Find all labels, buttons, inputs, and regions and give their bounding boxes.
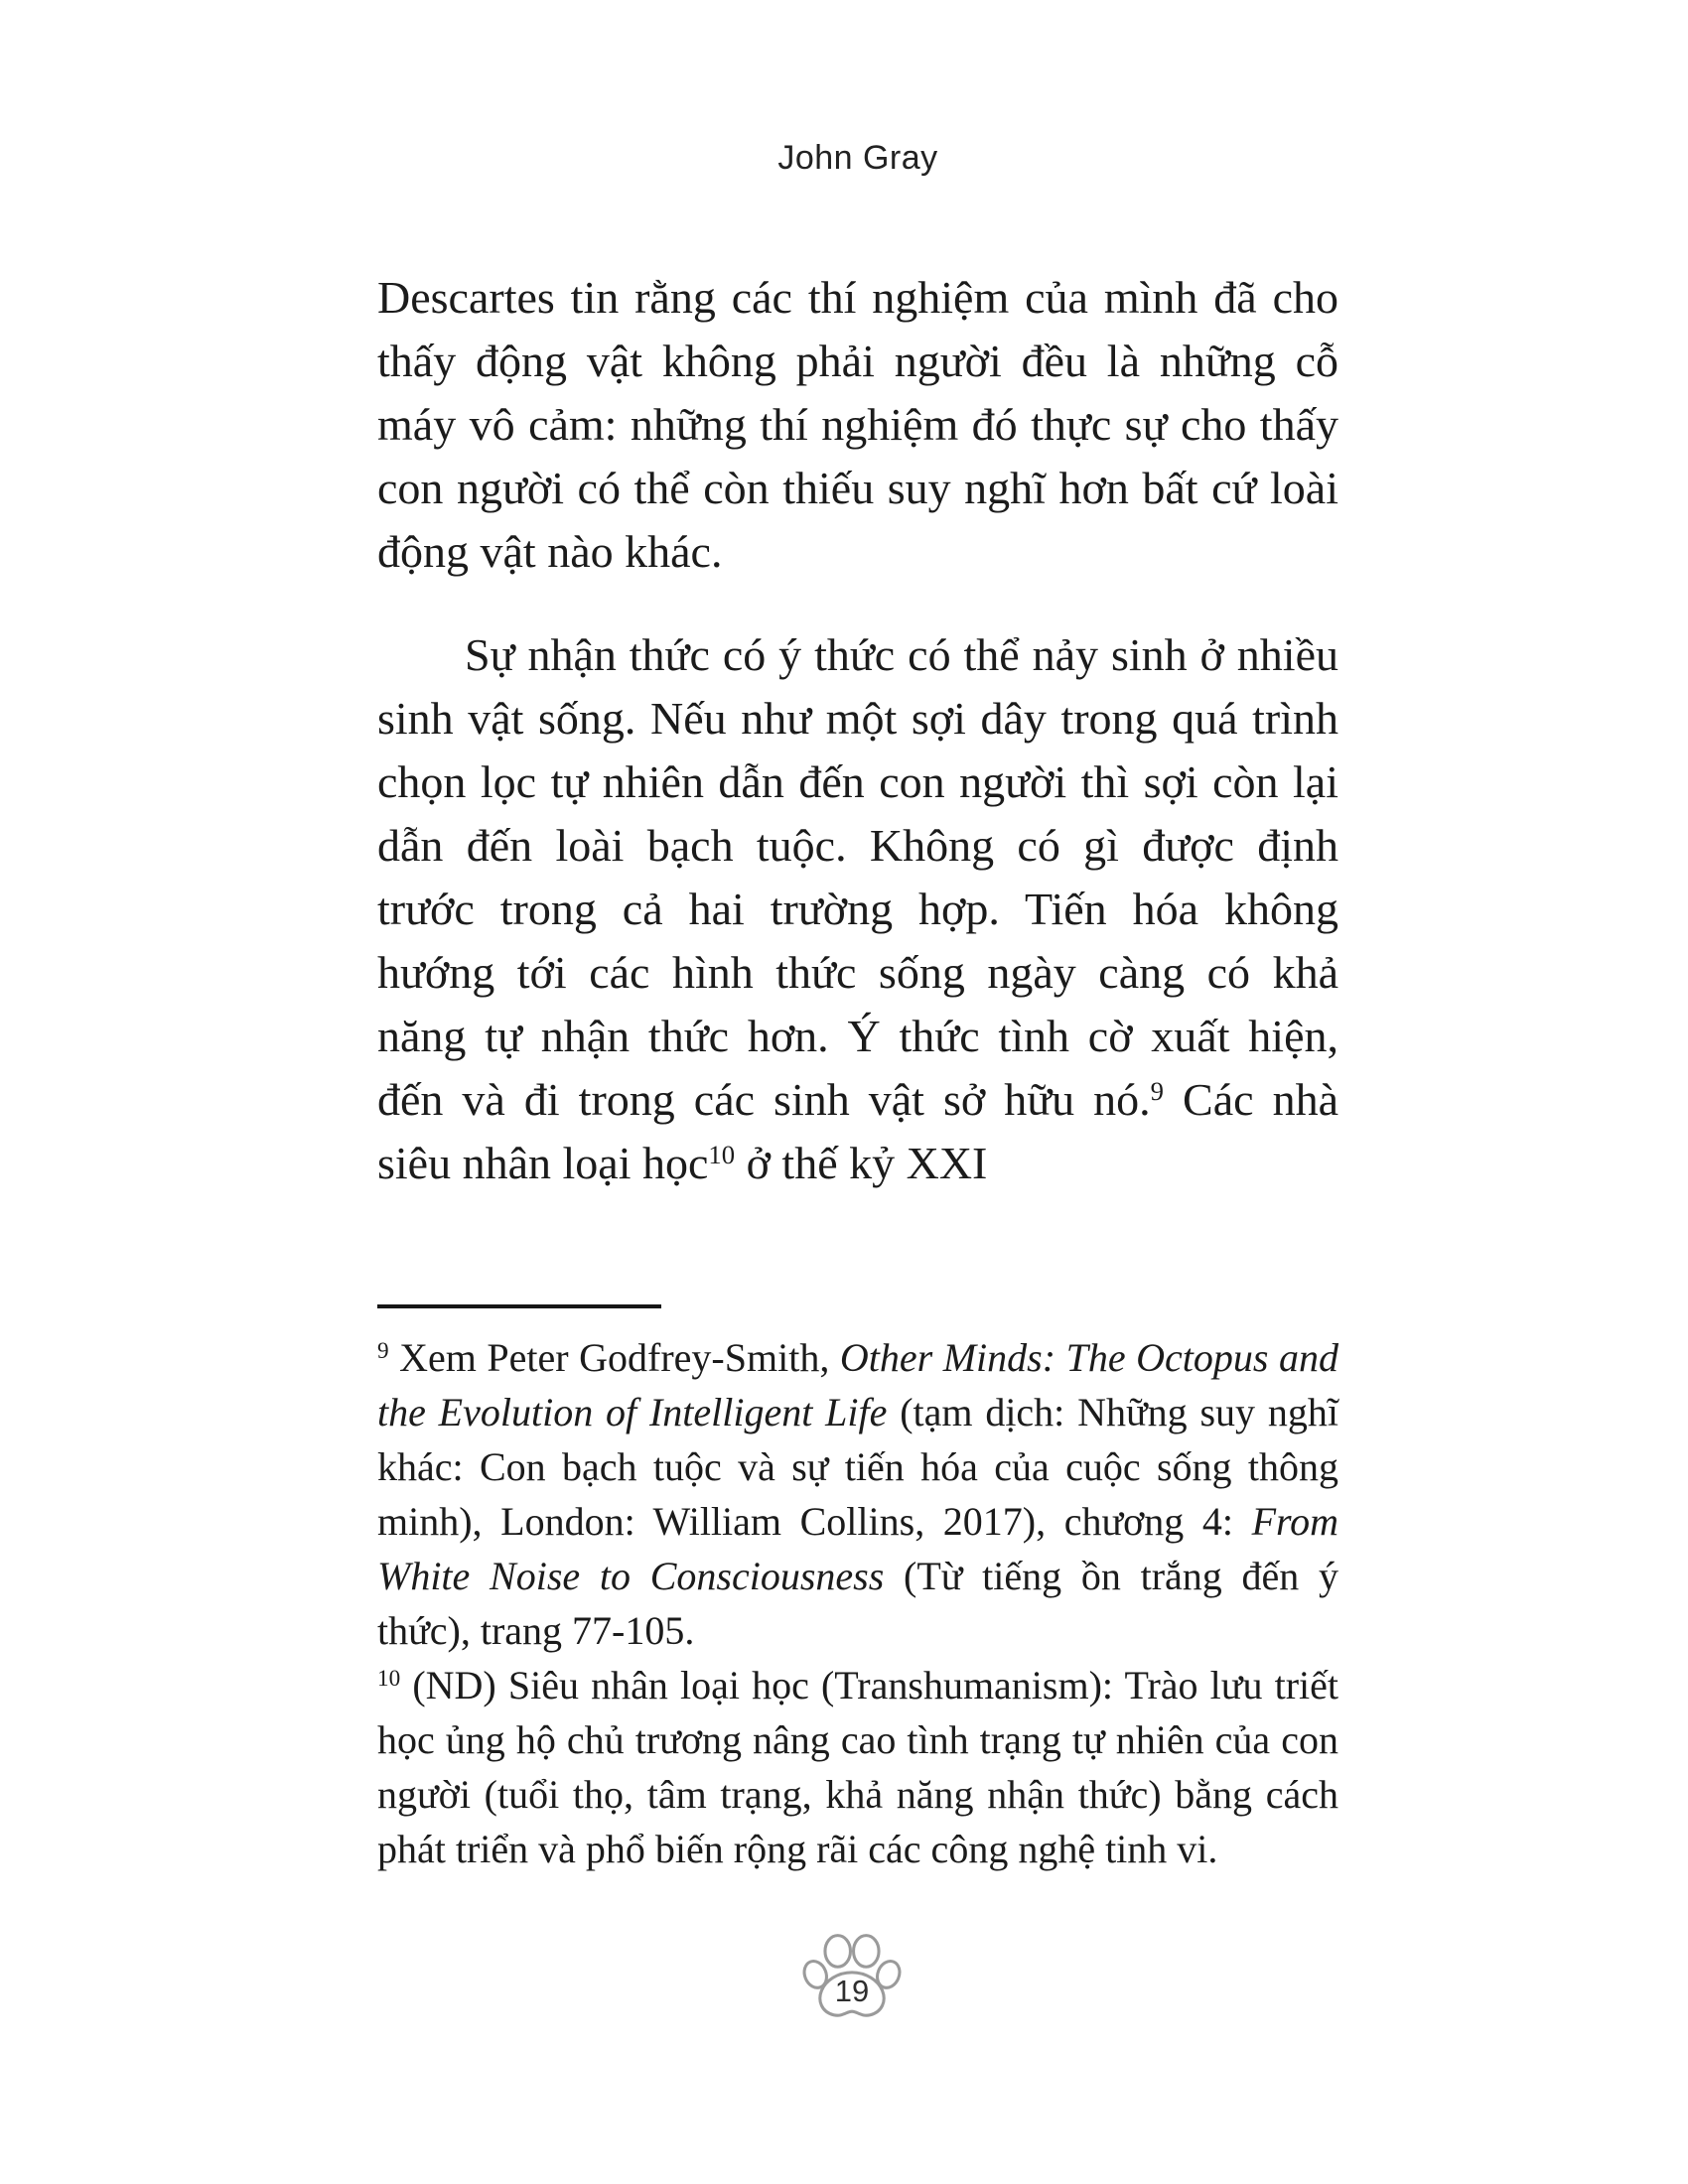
paragraph-2: Sự nhận thức có ý thức có thể nảy sinh ở nhiều sinh vật sống. Nếu như một sợi dây trong quá trình chọn lọc tự nhiên dẫn đến con người thì sợi còn lại dẫn đến loài bạch tuộc. Không có gì được định trước trong cả hai trường hợp. Tiến hóa không hướng tới các hình thức sống ngày càng có khả năng tự nhận thức hơn. Ý thức tình cờ xuất hiện, đến và đi trong các sinh vật sở hữu nó.$^9$ Các nhà siêu nhân loại học$^{10}$ ở thế kỷ XXI [377,629,1338,1188]
body-text [377,266,1338,1195]
footnote-10: $^{10}$ (ND) Siêu nhân loại học (Transhumanism): Trào lưu triết học ủng hộ chủ trương nâng cao tình trạng tự nhiên của con người (tuổi thọ, tâm trạng, khả năng nhận thức) bằng cách phát triển và phổ biến rộng rãi các công nghệ tinh vi. [377,1663,1338,1871]
paragraph-1: Descartes tin rằng các thí nghiệm của mình đã cho thấy động vật không phải người đều là những cỗ máy vô cảm: những thí nghiệm đó thực sự cho thấy con người có thể còn thiếu suy nghĩ hơn bất cứ loài động vật nào khác. [377,272,1338,577]
footnote-separator [377,1304,661,1308]
running-header: John Gray [777,139,938,177]
footnotes-block [377,1330,1338,1876]
page-number: 19 [834,1974,870,2008]
footnote-9: $^9$ Xem Peter Godfrey-Smith, Other Minds: The Octopus and the Evolution of Intelligent Life (tạm dịch: Những suy nghĩ khác: Con bạch tuộc và sự tiến hóa của cuộc sống thông minh), London: William Collins, 2017), chương 4: From White Noise to Consciousness (Từ tiếng ồn trắng đến ý thức), trang 77-105. [377,1335,1339,1653]
